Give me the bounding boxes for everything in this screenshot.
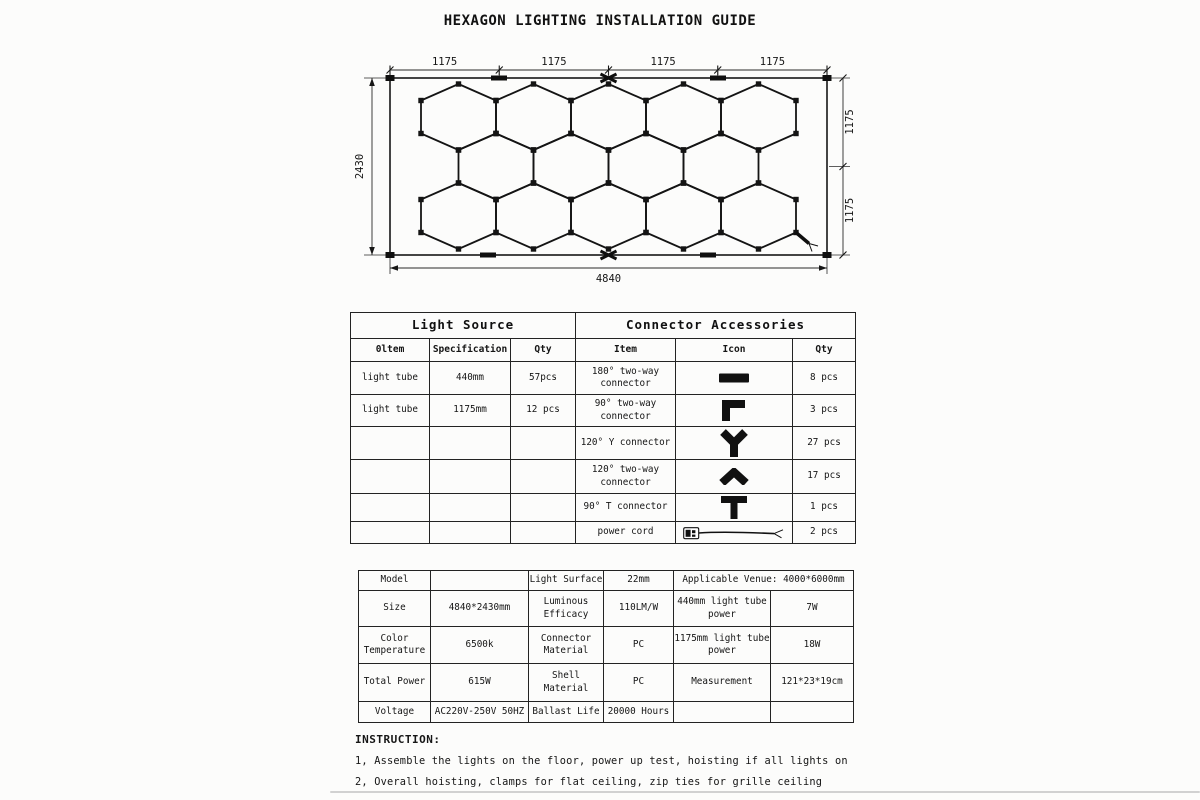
connector-item: 90° T connector <box>576 494 676 522</box>
light-source-item <box>351 460 430 494</box>
light-source-qty <box>511 494 576 522</box>
spec-value: Applicable Venue: 4000*6000mm <box>674 571 854 591</box>
power-cord-icon <box>681 524 787 542</box>
instructions-heading: INSTRUCTION: <box>355 733 441 746</box>
light-source-item: light tube <box>351 362 430 395</box>
spec-value: 110LM/W <box>604 591 674 627</box>
spec-value: 7W <box>771 591 854 627</box>
spec-label: Luminous Efficacy <box>529 591 604 627</box>
connector-item: 90° two-way connector <box>576 395 676 427</box>
light-source-spec <box>430 427 511 460</box>
spec-value: 615W <box>431 664 529 702</box>
right-dimension <box>827 75 856 259</box>
light-source-item <box>351 427 430 460</box>
connector-item: power cord <box>576 522 676 544</box>
light-source-spec: 440mm <box>430 362 511 395</box>
table-row <box>359 627 854 664</box>
hexagon-diagram-svg <box>350 44 860 289</box>
spec-value: 6500k <box>431 627 529 664</box>
spec-value: 4840*2430mm <box>431 591 529 627</box>
spec-value: 22mm <box>604 571 674 591</box>
light-source-qty <box>511 522 576 544</box>
spec-value <box>771 702 854 723</box>
spec-value: 121*23*19cm <box>771 664 854 702</box>
spec-label: Total Power <box>359 664 431 702</box>
spec-value: 18W <box>771 627 854 664</box>
column-header: Specification <box>430 339 511 362</box>
light-source-spec: 1175mm <box>430 395 511 427</box>
column-header: Item <box>576 339 676 362</box>
spec-label: 440mm light tube power <box>674 591 771 627</box>
column-header: 0ltem <box>351 339 430 362</box>
connector-qty: 1 pcs <box>793 494 856 522</box>
table-row <box>351 395 856 427</box>
dimension-label: 1175 <box>759 56 786 68</box>
connector-icon-cell <box>676 362 793 395</box>
spec-label: 1175mm light tube power <box>674 627 771 664</box>
top-dimension <box>387 56 831 78</box>
column-header: Qty <box>511 339 576 362</box>
table-header-light-source: Light Source <box>351 313 576 339</box>
spec-value: 20000 Hours <box>604 702 674 723</box>
light-source-item <box>351 494 430 522</box>
bottom-dimension <box>390 255 827 285</box>
spec-label: Connector Material <box>529 627 604 664</box>
hexagon-layout-diagram <box>350 44 860 293</box>
light-source-qty <box>511 427 576 460</box>
chevron-connector-icon <box>719 468 749 485</box>
connector-icon-cell <box>676 494 793 522</box>
dimension-label: 1175 <box>844 109 856 135</box>
spec-label: Shell Material <box>529 664 604 702</box>
spec-label: Model <box>359 571 431 591</box>
instructions-section <box>355 733 848 788</box>
table-row <box>351 427 856 460</box>
light-source-qty: 12 pcs <box>511 395 576 427</box>
connector-item: 120° two-way connector <box>576 460 676 494</box>
spec-value: AC220V-250V 50HZ <box>431 702 529 723</box>
spec-value: PC <box>604 627 674 664</box>
column-header: Icon <box>676 339 793 362</box>
dimension-label: 2430 <box>354 153 366 180</box>
light-source-spec <box>430 494 511 522</box>
table-header-connector-accessories: Connector Accessories <box>576 313 856 339</box>
connector-icon-cell <box>676 522 793 544</box>
spec-label <box>674 702 771 723</box>
connector-qty: 8 pcs <box>793 362 856 395</box>
light-source-item: light tube <box>351 395 430 427</box>
instruction-line: 1, Assemble the lights on the floor, power up test, hoisting if all lights on <box>355 755 848 767</box>
light-source-spec <box>430 460 511 494</box>
dimension-label: 1175 <box>844 197 856 224</box>
elbow-connector-icon <box>722 400 746 422</box>
connector-icon-cell <box>676 460 793 494</box>
table-row <box>351 362 856 395</box>
connector-qty: 17 pcs <box>793 460 856 494</box>
t-connector-icon <box>721 496 747 520</box>
spec-label: Color Temperature <box>359 627 431 664</box>
instruction-line: 2, Overall hoisting, clamps for flat ceiling, zip ties for grille ceiling <box>355 776 823 788</box>
spec-label: Voltage <box>359 702 431 723</box>
connector-qty: 27 pcs <box>793 427 856 460</box>
specification-table <box>358 570 854 723</box>
straight-connector-icon <box>719 373 749 383</box>
honeycomb-grid <box>418 81 798 251</box>
spec-label: Ballast Life <box>529 702 604 723</box>
connector-item: 180° two-way connector <box>576 362 676 395</box>
spec-value <box>431 571 529 591</box>
spec-label: Size <box>359 591 431 627</box>
table-row <box>351 522 856 544</box>
dimension-label: 1175 <box>650 56 676 68</box>
dimension-label: 4840 <box>595 273 622 285</box>
accessories-table <box>350 312 856 544</box>
connector-qty: 2 pcs <box>793 522 856 544</box>
left-dimension <box>354 78 390 255</box>
spec-label: Light Surface <box>529 571 604 591</box>
connector-qty: 3 pcs <box>793 395 856 427</box>
connector-icon-cell <box>676 395 793 427</box>
table-row <box>351 460 856 494</box>
table-row <box>359 591 854 627</box>
table-row <box>359 571 854 591</box>
table-row <box>359 664 854 702</box>
power-cord-exit <box>796 233 818 252</box>
spec-value: PC <box>604 664 674 702</box>
page-title: HEXAGON LIGHTING INSTALLATION GUIDE <box>443 13 757 29</box>
light-source-qty <box>511 460 576 494</box>
dimension-label: 1175 <box>431 56 458 68</box>
light-source-item <box>351 522 430 544</box>
scan-page-edge <box>330 791 1200 793</box>
y-connector-icon <box>718 428 750 458</box>
table-row <box>351 494 856 522</box>
light-source-spec <box>430 522 511 544</box>
connector-icon-cell <box>676 427 793 460</box>
column-header: Qty <box>793 339 856 362</box>
table-row <box>359 702 854 723</box>
light-source-qty: 57pcs <box>511 362 576 395</box>
dimension-label: 1175 <box>541 56 567 68</box>
spec-label: Measurement <box>674 664 771 702</box>
connector-item: 120° Y connector <box>576 427 676 460</box>
